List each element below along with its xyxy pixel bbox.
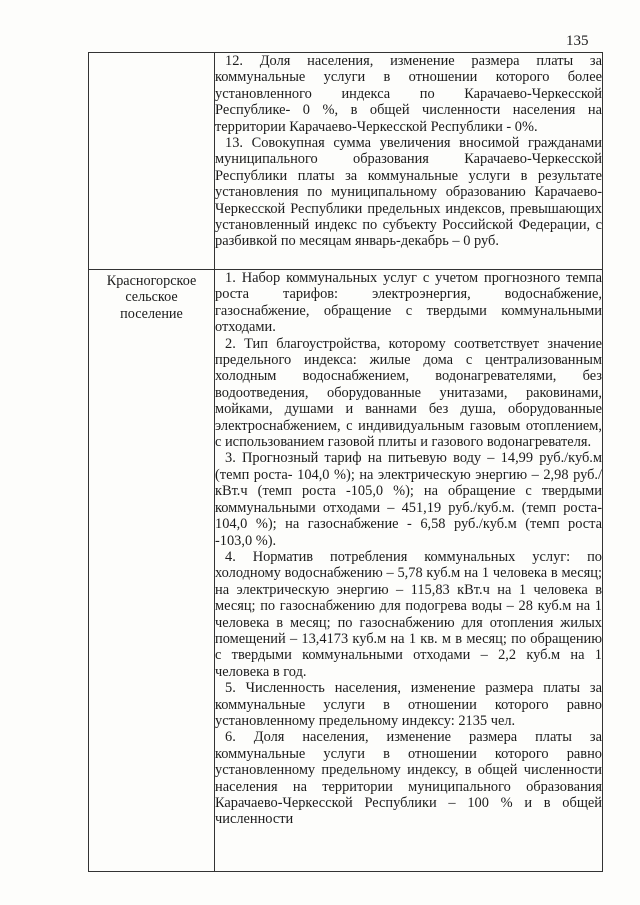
page-number: 135 — [566, 33, 589, 49]
municipality-cell — [89, 53, 215, 270]
item-3: 3. Прогнозный тариф на питьевую воду – 14,99 руб./куб.м (темп роста- 104,0 %); на электрическую энергию – 2,98 руб./кВт.ч (темп роста -105,0 %); на обращение с твердыми коммунальными отходами – 451,19 руб./куб.м. (темп роста- 104,0 %); на газоснабжение - 6,58 руб./куб.м (темп роста -103,0 %). — [215, 450, 602, 549]
item-5: 5. Численность населения, изменение размера платы за коммунальные услуги в отношении которого равно установленному предельному индексу: 2135 чел. — [215, 680, 602, 729]
document-table — [88, 52, 603, 872]
item-6: 6. Доля населения, изменение размера платы за коммунальные услуги в отношении которого равно установленному предельному индексу, в общей численности населения на территории муниципального образования Карачаево-Черкесской Республики – 100 % и в общей численности — [215, 729, 602, 828]
item-2: 2. Тип благоустройства, которому соответствует значение предельного индекса: жилые дома с централизованным холодным водоснабжением, водонагревателями, без водоотведения, оборудованные унитазами, раковинами, мойками, душами и ваннами без душа, оборудованные электроснабжением, с индивидуальным газовым отоплением, с использованием газовой плиты и газового водонагревателя. — [215, 335, 602, 451]
item-4: 4. Норматив потребления коммунальных услуг: по холодному водоснабжению – 5,78 куб.м на 1 человека в месяц; на электрическую энергию – 115,83 кВт.ч на 1 человека в месяц; по газоснабжению для подогрева воды – 28 куб.м на 1 человека в месяц; по газоснабжению для отопления жилых помещений – 13,4173 куб.м на 1 кв. м в месяц; по обращению с твердыми коммунальными отходами – 2,2 куб.м на 1 человека в год. — [215, 548, 602, 680]
item-13: 13. Совокупная сумма увеличения вносимой гражданами муниципального образования Карачаево-Черкесской Республики платы за коммунальные услуги в результате установления по муниципальному образованию Карачаево-Черкесской Республики предельных индексов, превышающих установленный индекс по субъекту Российской Федерации, с разбивкой по месяцам январь-декабрь – 0 руб. — [215, 135, 602, 250]
municipality-name: Красногорское сельское поселение — [106, 273, 197, 322]
item-1: 1. Набор коммунальных услуг с учетом прогнозного темпа роста тарифов: электроэнергия, водоснабжение, газоснабжение, обращение с твердыми коммунальными отходами. — [215, 270, 602, 336]
details-cell — [215, 270, 603, 872]
municipality-cell — [89, 270, 215, 872]
table-row — [89, 53, 603, 270]
item-12: 12. Доля населения, изменение размера платы за коммунальные услуги в отношении которого более установленного индекса по Карачаево-Черкесской Республике- 0 %, в общей численности населения на территории Карачаево-Черкесской Республики - 0%. — [215, 53, 602, 135]
table-row — [89, 270, 603, 872]
municipality-name — [89, 53, 214, 56]
details-cell — [215, 53, 603, 270]
